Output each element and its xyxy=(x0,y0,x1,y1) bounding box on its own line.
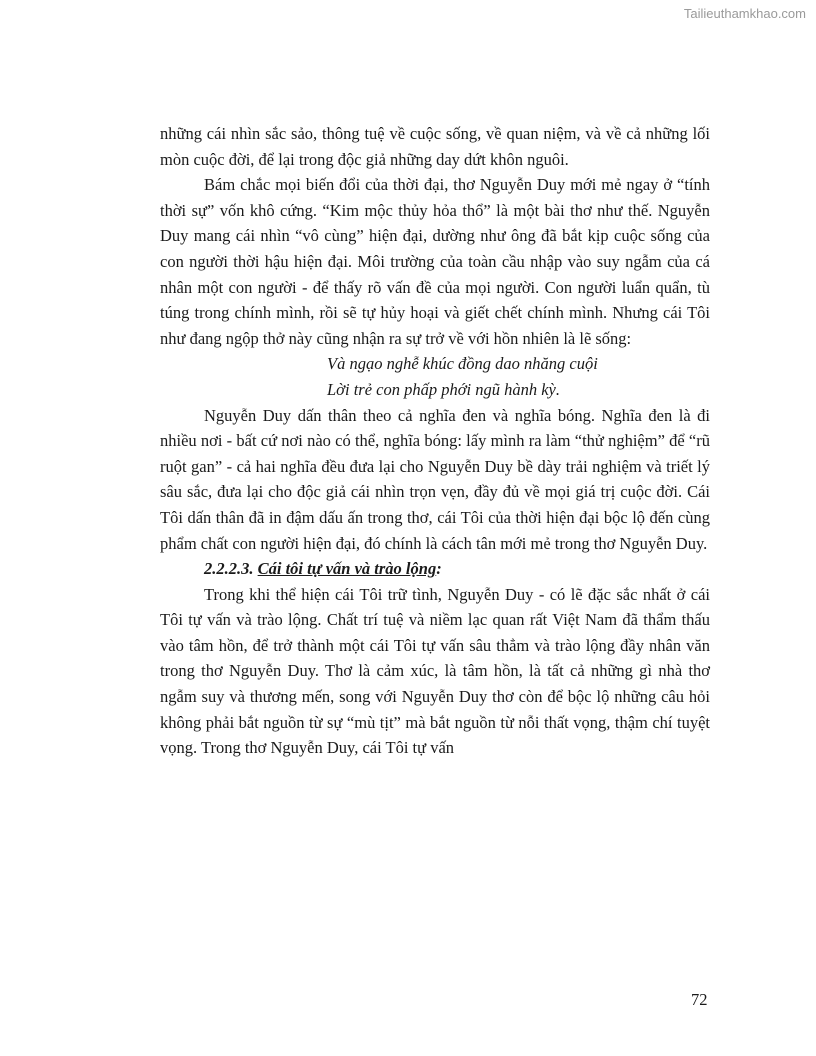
poem-quote xyxy=(160,351,710,402)
poem-line-2: Lời trẻ con phấp phới ngũ hành kỳ. xyxy=(327,379,561,399)
page-body xyxy=(160,121,710,761)
poem-line-1: Và ngạo nghễ khúc đồng dao nhăng cuội xyxy=(327,354,598,374)
section-number: 2.2.2.3. xyxy=(204,559,254,579)
watermark: Tailieuthamkhao.com xyxy=(683,6,806,21)
section-heading xyxy=(160,556,710,582)
paragraph-kim-moc: Bám chắc mọi biến đổi của thời đại, thơ Nguyễn Duy mới mẻ ngay ở “tính thời sự” vốn khô cứng. “Kim mộc thủy hỏa thổ” là một bài thơ như thế. Nguyễn Duy mang cái nhìn “vô cùng” hiện đại, dường như ông đã bắt kịp cuộc sống của con người thời hậu hiện đại. Môi trường của toàn cầu nhập vào suy ngẫm của cá nhân một con người - để thấy rõ vấn đề của mọi người. Con người luẩn quẩn, tù túng trong chính mình, rồi sẽ tự hủy hoại và giết chết chính mình. Nhưng cái Tôi như đang ngộp thở này cũng nhận ra sự trở về với hồn nhiên là lẽ sống: xyxy=(160,175,710,348)
paragraph-continued: những cái nhìn sắc sảo, thông tuệ về cuộc sống, về quan niệm, và về cả những lối mòn cuộc đời, để lại trong độc giả những day dứt khôn nguôi. xyxy=(160,124,710,169)
page-number: 72 xyxy=(691,990,708,1009)
paragraph-tu-van: Trong khi thể hiện cái Tôi trữ tình, Nguyễn Duy - có lẽ đặc sắc nhất ở cái Tôi tự vấn và trào lộng. Chất trí tuệ và niềm lạc quan rất Việt Nam đã thẩm thấu vào tâm hồn, để trở thành một cái Tôi tự vấn sâu thẳm và trào lộng đầy nhân văn trong thơ Nguyễn Duy. Thơ là cảm xúc, là tâm hồn, là tất cả những gì nhà thơ ngẫm suy và thương mến, song với Nguyễn Duy thơ còn để bộc lộ những câu hỏi không phải bắt nguồn từ sự “mù tịt” mà bắt nguồn từ nỗi thất vọng, thậm chí tuyệt vọng. Trong thơ Nguyễn Duy, cái Tôi tự vấn xyxy=(160,584,710,758)
section-title: Cái tôi tự vấn và trào lộng xyxy=(257,559,437,579)
paragraph-dan-than: Nguyễn Duy dấn thân theo cả nghĩa đen và nghĩa bóng. Nghĩa đen là đi nhiều nơi - bất cứ nơi nào có thể, nghĩa bóng: lấy mình ra làm “thử nghiệm” để “rũ ruột gan” - cả hai nghĩa đều đưa lại cho Nguyễn Duy bề dày trải nghiệm và triết lý sâu sắc, đưa lại cho độc giả cái nhìn trọn vẹn, đầy đủ về mọi giá trị cuộc đời. Cái Tôi dấn thân đã in đậm dấu ấn trong thơ, cái Tôi của thời hiện đại bộc lộ đến cùng phẩm chất con người hiện đại, đó chính là cách tân mới mẻ trong thơ Nguyễn Duy. xyxy=(160,405,710,553)
section-colon: : xyxy=(436,559,442,579)
